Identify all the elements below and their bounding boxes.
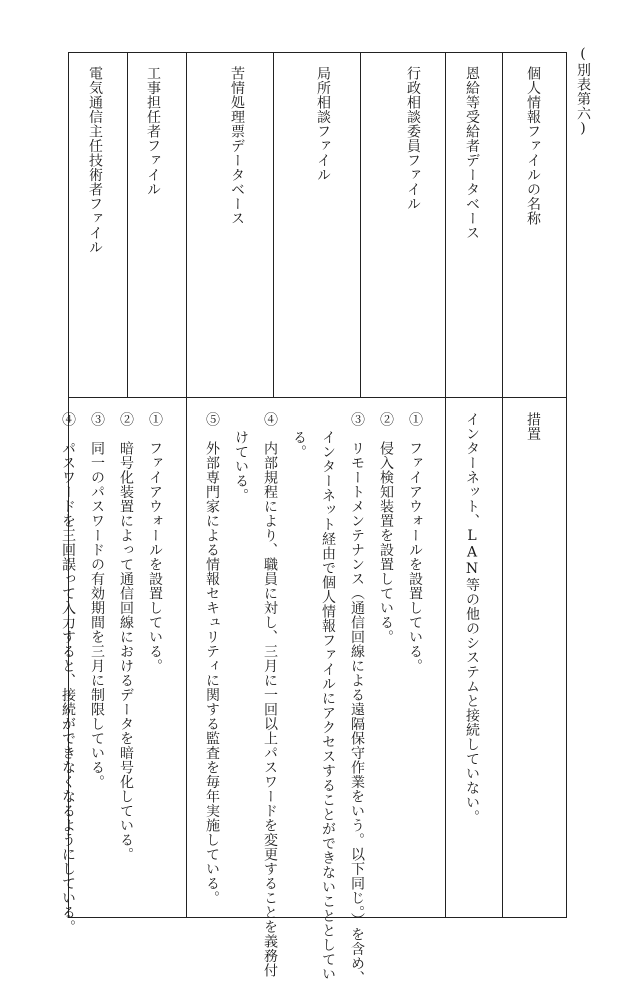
measure-text: ③ リモートメンテナンス（通信回線による遠隔保守作業をいう。以下同じ。）を含め、 bbox=[349, 412, 365, 985]
measure-text: る。 bbox=[291, 430, 307, 459]
header-measures: 措置 bbox=[525, 412, 541, 441]
measure-text: インターネット、LAN等の他のシステムと接続していない。 bbox=[464, 412, 480, 824]
annex-title: (別表第六) bbox=[575, 46, 591, 137]
measure-text: ② 侵入検知装置を設置している。 bbox=[378, 412, 394, 644]
group-divider-2 bbox=[273, 52, 274, 397]
file-name-koji-tannin: 工事担任者ファイル bbox=[145, 66, 161, 197]
measure-text: インターネット経由で個人情報ファイルにアクセスすることができないこととしてい bbox=[320, 430, 336, 981]
row-divider-2 bbox=[445, 52, 446, 918]
file-name-onkyu-database: 恩給等受給者データベース bbox=[464, 66, 480, 240]
group-divider-3 bbox=[127, 52, 128, 397]
file-name-kyokusho-sodan: 局所相談ファイル bbox=[315, 66, 331, 182]
header-file-name: 個人情報ファイルの名称 bbox=[525, 66, 541, 226]
measure-text: ② 暗号化装置によって通信回線におけるデータを暗号化している。 bbox=[118, 412, 134, 862]
row-divider-1 bbox=[502, 52, 503, 918]
row-divider-3 bbox=[186, 52, 187, 918]
measure-text: ④ パスワードを三回誤って入力すると、接続ができなくなるようにしている。 bbox=[60, 412, 76, 934]
measure-text: けている。 bbox=[233, 430, 249, 503]
measure-text: ④ 内部規程により、職員に対し、三月に一回以上パスワードを変更することを義務付 bbox=[262, 412, 278, 978]
file-name-gyosei-sodan: 行政相談委員ファイル bbox=[405, 66, 421, 211]
measure-text: ① ファイアウォールを設置している。 bbox=[147, 412, 163, 673]
group-divider-1 bbox=[360, 52, 361, 397]
file-name-denki-tsushin: 電気通信主任技術者ファイル bbox=[87, 66, 103, 255]
measure-text: ⑤ 外部専門家による情報セキュリティに関する監査を毎年実施している。 bbox=[204, 412, 220, 905]
measure-text: ③ 同一のパスワードの有効期間を三月に制限している。 bbox=[89, 412, 105, 789]
file-name-kujo-database: 苦情処理票データベース bbox=[229, 66, 245, 226]
measure-text: ① ファイアウォールを設置している。 bbox=[407, 412, 423, 673]
table-divider-horizontal bbox=[68, 397, 567, 398]
